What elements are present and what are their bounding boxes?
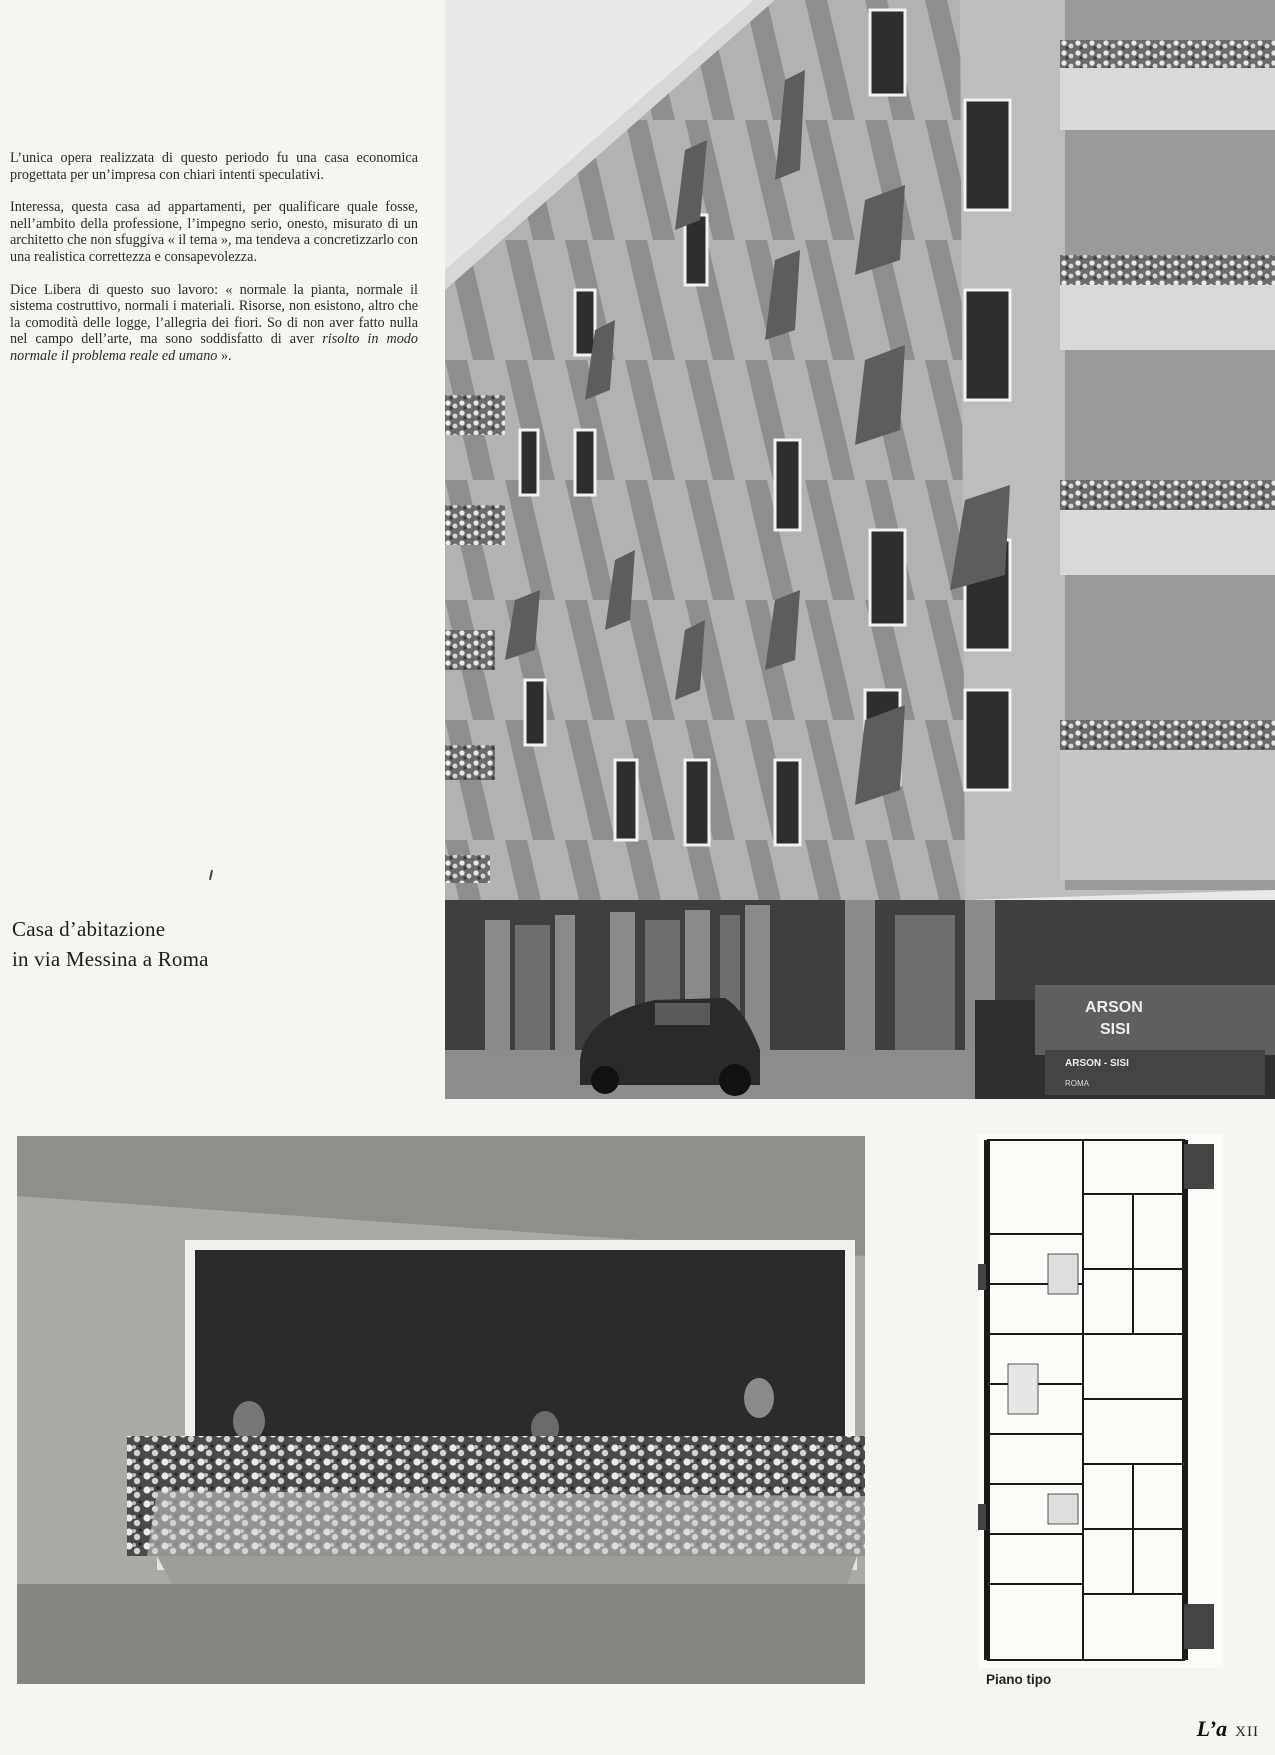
balcony-photo bbox=[17, 1136, 865, 1684]
quote-text: Dice Libera di questo suo lavoro: « normale la pianta, normale il sistema costruttivo, normali i materiali. Risorse, non esistono, altro che la comodità delle logge, l’allegria dei fiori. So di non aver fatto nulla nel campo dell’arte, ma sono soddisfatto di aver bbox=[10, 281, 418, 348]
truck-sign-4: ROMA bbox=[1065, 1079, 1089, 1088]
page-footer bbox=[1197, 1716, 1259, 1742]
building-photo bbox=[445, 0, 1275, 1099]
quote-end: ». bbox=[217, 347, 232, 364]
title-line-1: Casa d’abitazione bbox=[12, 917, 166, 941]
truck bbox=[975, 985, 1275, 1099]
magazine-logo: L’a bbox=[1196, 1716, 1228, 1741]
stray-mark bbox=[209, 870, 213, 880]
page-number: XII bbox=[1235, 1724, 1259, 1740]
intro-text bbox=[10, 150, 418, 381]
title-line-2: in via Messina a Roma bbox=[12, 947, 209, 971]
floor-plan bbox=[978, 1134, 1223, 1668]
truck-sign-2: SISI bbox=[1100, 1021, 1131, 1038]
quote-italic: risolto in modo normale il problema reale ed umano bbox=[10, 331, 418, 364]
intro-paragraph-2: Interessa, questa casa ad appartamenti, per qualificare quale fosse, nell’ambito della professione, l’impegno serio, onesto, misurato di un architetto che non sfuggiva « il tema », ma tendeva a concretizzarlo con una realistica correttezza e consapevolezza. bbox=[10, 199, 418, 265]
truck-sign-1: ARSON bbox=[1085, 999, 1143, 1016]
article-title bbox=[12, 914, 432, 974]
plan-caption: Piano tipo bbox=[986, 1672, 1052, 1687]
intro-paragraph-1: L’unica opera realizzata di questo periodo fu una casa economica progettata per un’impresa con chiari intenti speculativi. bbox=[10, 150, 418, 183]
truck-sign-3: ARSON - SISI bbox=[1065, 1058, 1129, 1069]
intro-paragraph-3 bbox=[10, 282, 418, 365]
